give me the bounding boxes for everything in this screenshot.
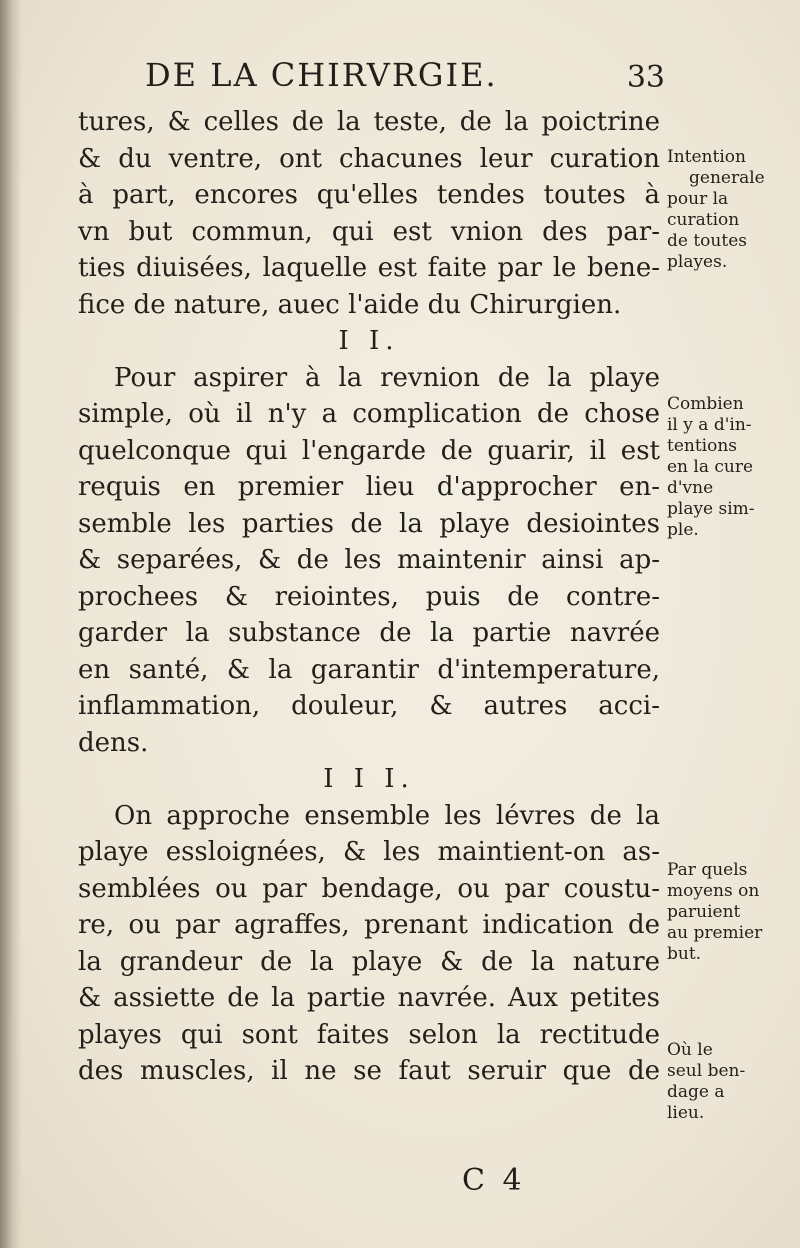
marginal-line: en la cure <box>667 457 754 477</box>
marginal-note-intention <box>667 147 795 273</box>
marginal-line: paruient <box>667 902 741 922</box>
text-line: des muscles, il ne se faut seruir que de <box>78 1056 660 1086</box>
page-header <box>145 56 665 106</box>
signature-mark: C 4 <box>462 1163 526 1198</box>
marginal-line: moyens on <box>667 881 760 901</box>
text-line: à part, encores qu'elles tendes toutes à <box>78 180 660 210</box>
text-line: prochees & reiointes, puis de contre- <box>78 581 660 612</box>
marginal-line: Combien <box>667 394 744 414</box>
marginal-line: pour la <box>667 189 729 209</box>
marginal-line: tentions <box>667 436 738 456</box>
marginal-line: Intention <box>667 147 746 167</box>
text-line: playe essloignées, & les maintient-on as- <box>78 837 660 867</box>
text-line: & assiette de la partie navrée. Aux petites <box>78 983 660 1013</box>
text-line: re, ou par agraffes, prenant indication de <box>78 910 660 940</box>
main-text <box>78 104 660 1090</box>
binding-gutter <box>0 0 22 1248</box>
marginal-line: but. <box>667 944 702 964</box>
text-line: requis en premier lieu d'approcher en- <box>78 472 660 502</box>
text-line: en santé, & la garantir d'intemperature, <box>78 654 660 685</box>
page-number: 33 <box>626 60 665 95</box>
text-line: ties diuisées, laquelle est faite par le bene- <box>78 253 660 283</box>
marginal-note-combien <box>667 394 795 541</box>
text-line: garder la substance de la partie navrée <box>78 618 660 648</box>
text-line: semble les parties de la playe desiointes <box>78 508 660 539</box>
marginal-note-bendage <box>667 1040 795 1124</box>
text-line: fice de nature, auec l'aide du Chirurgien. <box>78 289 622 320</box>
section-heading-ii: I I. <box>338 326 400 356</box>
marginal-line: playe sim- <box>667 499 755 519</box>
text-line: inflammation, douleur, & autres acci- <box>78 691 660 721</box>
text-line: la grandeur de la playe & de la nature <box>78 946 660 977</box>
text-line: On approche ensemble les lévres de la <box>114 800 660 831</box>
marginal-line: generale <box>689 168 765 188</box>
text-line: & separées, & de les maintenir ainsi ap- <box>78 545 660 575</box>
marginal-note-moyens <box>667 860 795 965</box>
text-line: semblées ou par bendage, ou par coustu- <box>78 873 660 904</box>
text-line: quelconque qui l'engarde de guarir, il est <box>78 435 660 466</box>
text-line: dens. <box>78 727 149 758</box>
section-heading-iii: I I I. <box>323 764 415 794</box>
text-line: playes qui sont faites selon la rectitude <box>78 1019 660 1050</box>
text-line: tures, & celles de la teste, de la poictrine <box>78 107 660 137</box>
marginal-line: curation <box>667 210 740 230</box>
marginal-line: lieu. <box>667 1103 705 1123</box>
marginal-line: Où le <box>667 1040 713 1060</box>
marginal-line: il y a d'in- <box>667 415 752 435</box>
marginal-line: d'vne <box>667 478 714 498</box>
marginal-line: au premier <box>667 923 763 943</box>
text-line: vn but commun, qui est vnion des par- <box>78 216 660 247</box>
text-line: & du ventre, ont chacunes leur curation <box>78 143 660 174</box>
marginal-line: seul ben- <box>667 1061 746 1081</box>
text-line: simple, où il n'y a complication de chose <box>78 399 660 429</box>
text-line: Pour aspirer à la revnion de la playe <box>114 362 660 393</box>
marginal-line: de toutes <box>667 231 747 251</box>
marginal-line: playes. <box>667 252 728 272</box>
marginal-line: dage a <box>667 1082 725 1102</box>
marginal-line: ple. <box>667 520 699 540</box>
running-title: DE LA CHIRVRGIE. <box>145 56 498 94</box>
marginal-line: Par quels <box>667 860 748 880</box>
